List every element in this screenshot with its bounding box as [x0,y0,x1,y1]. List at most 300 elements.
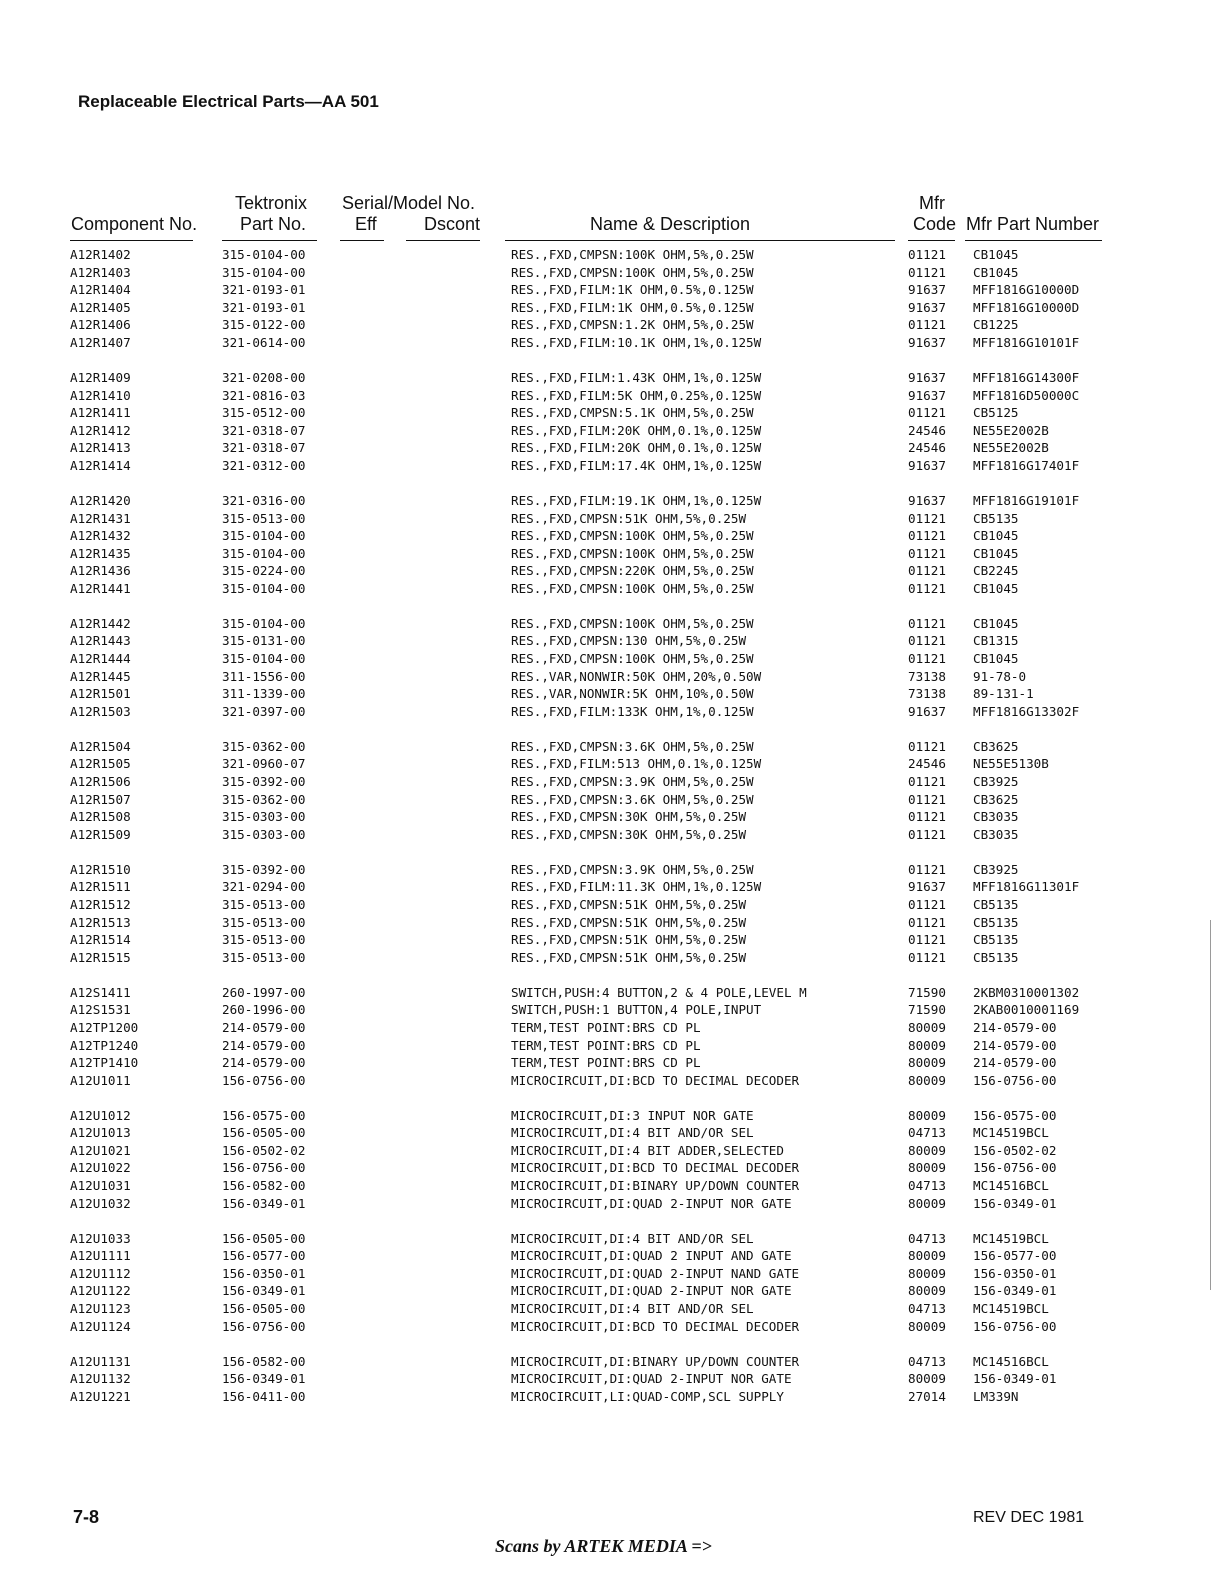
description-cell: RES.,FXD,CMPSN:51K OHM,5%,0.25W [511,896,747,912]
description-cell: RES.,FXD,FILM:1.43K OHM,1%,0.125W [511,369,762,385]
mfr-part-number-cell: MC14519BCL [973,1301,1049,1316]
mfr-part-number-cell: CB3925 [973,861,1019,877]
mfr-code-cell: 80009 [908,1265,946,1281]
table-row [0,1301,1225,1319]
mfr-code-cell: 27014 [908,1388,946,1404]
component-no-cell: A12U1013 [70,1125,131,1141]
mfr-code-cell: 01121 [908,738,946,754]
description-cell: RES.,FXD,CMPSN:100K OHM,5%,0.25W [511,528,754,544]
mfr-code-cell: 91637 [908,334,946,350]
mfr-code-cell: 71590 [908,1002,946,1018]
part-no-cell: 321-0193-01 [222,282,306,298]
mfr-code-cell: 01121 [908,914,946,930]
description-cell: RES.,FXD,CMPSN:3.6K OHM,5%,0.25W [511,738,754,754]
component-no-cell: A12R1514 [70,932,131,948]
component-no-cell: A12R1442 [70,615,131,631]
part-no-cell: 321-0397-00 [222,703,306,719]
table-row [0,317,1225,335]
mfr-code-cell: 04713 [908,1230,946,1246]
mfr-part-number-cell: 214-0579-00 [973,1019,1057,1035]
component-no-cell: A12S1531 [70,1002,131,1018]
column-headers [0,192,1225,242]
part-no-cell: 315-0104-00 [222,247,306,262]
component-no-cell: A12U1022 [70,1160,131,1176]
mfr-part-number-cell: CB1045 [973,528,1019,544]
part-no-cell: 315-0303-00 [222,826,306,842]
mfr-part-number-cell: MFF1816G10000D [973,282,1080,298]
mfr-code-cell: 91637 [908,282,946,298]
mfr-part-number-cell: CB5135 [973,510,1019,526]
mfr-code-cell: 01121 [908,826,946,842]
mfr-code-cell: 80009 [908,1371,946,1387]
mfr-part-number-cell: CB3625 [973,791,1019,807]
part-no-cell: 315-0513-00 [222,932,306,948]
table-row [0,1125,1225,1143]
table-row [0,827,1225,845]
description-cell: MICROCIRCUIT,DI:4 BIT AND/OR SEL [511,1301,754,1316]
description-cell: RES.,FXD,CMPSN:5.1K OHM,5%,0.25W [511,405,754,421]
description-cell: RES.,FXD,CMPSN:130 OHM,5%,0.25W [511,633,747,649]
part-no-cell: 156-0349-01 [222,1283,306,1299]
col-header-dscont: Dscont [424,214,481,234]
mfr-part-number-cell: MFF1816D50000C [973,387,1080,403]
table-row [0,1389,1225,1407]
part-no-cell: 321-0318-07 [222,422,306,438]
table-row [0,633,1225,651]
part-no-cell: 315-0362-00 [222,738,306,754]
part-no-cell: 156-0756-00 [222,1160,306,1176]
description-cell: RES.,FXD,CMPSN:100K OHM,5%,0.25W [511,247,754,262]
mfr-code-cell: 80009 [908,1055,946,1071]
description-cell: MICROCIRCUIT,DI:QUAD 2-INPUT NOR GATE [511,1195,792,1211]
mfr-part-number-cell: CB1045 [973,247,1019,262]
part-no-cell: 156-0575-00 [222,1107,306,1123]
mfr-part-number-cell: CB2245 [973,563,1019,579]
table-row [0,985,1225,1003]
description-cell: RES.,FXD,CMPSN:30K OHM,5%,0.25W [511,826,747,842]
part-no-cell: 315-0513-00 [222,896,306,912]
component-no-cell: A12R1414 [70,457,131,473]
col-header-eff: Eff [355,214,377,234]
mfr-part-number-cell: 91-78-0 [973,668,1027,684]
mfr-part-number-cell: MFF1816G17401F [973,457,1080,473]
mfr-code-cell: 01121 [908,774,946,789]
component-no-cell: A12R1508 [70,809,131,825]
component-no-cell: A12R1407 [70,334,131,350]
header-rule-code [908,240,955,241]
component-no-cell: A12R1431 [70,510,131,526]
col-header-mfr: Mfr [919,193,945,213]
scan-credit: Scans by ARTEK MEDIA => [495,1536,712,1556]
part-no-cell: 321-0312-00 [222,457,306,473]
component-no-cell: A12R1505 [70,756,131,772]
part-no-cell: 156-0502-02 [222,1142,306,1158]
part-group [0,616,1225,722]
mfr-code-cell: 80009 [908,1037,946,1053]
part-no-cell: 315-0131-00 [222,633,306,649]
description-cell: MICROCIRCUIT,LI:QUAD-COMP,SCL SUPPLY [511,1388,784,1404]
header-rule-part-no [222,240,317,241]
component-no-cell: A12R1501 [70,686,131,702]
part-no-cell: 315-0104-00 [222,528,306,544]
table-row [0,704,1225,722]
part-no-cell: 315-0392-00 [222,774,306,789]
component-no-cell: A12R1413 [70,440,131,456]
component-no-cell: A12TP1240 [70,1037,139,1053]
table-row [0,247,1225,265]
header-rule-component [70,240,193,241]
component-no-cell: A12U1122 [70,1283,131,1299]
part-no-cell: 156-0582-00 [222,1178,306,1194]
mfr-part-number-cell: CB1045 [973,651,1019,667]
mfr-code-cell: 04713 [908,1125,946,1141]
component-no-cell: A12R1515 [70,949,131,965]
mfr-code-cell: 24546 [908,756,946,772]
mfr-code-cell: 01121 [908,861,946,877]
mfr-part-number-cell: 156-0350-01 [973,1265,1057,1281]
part-no-cell: 315-0513-00 [222,510,306,526]
table-row [0,1354,1225,1372]
description-cell: MICROCIRCUIT,DI:QUAD 2-INPUT NAND GATE [511,1265,800,1281]
part-no-cell: 321-0208-00 [222,369,306,385]
mfr-code-cell: 01121 [908,615,946,631]
component-no-cell: A12U1124 [70,1318,131,1334]
mfr-code-cell: 01121 [908,510,946,526]
part-no-cell: 214-0579-00 [222,1037,306,1053]
table-row [0,581,1225,599]
component-no-cell: A12R1405 [70,299,131,315]
component-no-cell: A12R1504 [70,738,131,754]
table-row [0,423,1225,441]
mfr-part-number-cell: 156-0756-00 [973,1072,1057,1088]
mfr-code-cell: 01121 [908,563,946,579]
mfr-code-cell: 80009 [908,1107,946,1123]
description-cell: MICROCIRCUIT,DI:QUAD 2 INPUT AND GATE [511,1248,792,1264]
mfr-part-number-cell: 2KBM0310001302 [973,984,1080,1000]
mfr-code-cell: 24546 [908,440,946,456]
header-rule-description [505,240,895,241]
mfr-code-cell: 91637 [908,387,946,403]
table-row [0,950,1225,968]
mfr-part-number-cell: LM339N [973,1388,1019,1404]
page-number: 7-8 [73,1507,100,1527]
part-no-cell: 321-0294-00 [222,879,306,895]
table-row [0,458,1225,476]
description-cell: RES.,VAR,NONWIR:5K OHM,10%,0.50W [511,686,754,702]
part-no-cell: 156-0411-00 [222,1388,306,1404]
description-cell: RES.,VAR,NONWIR:50K OHM,20%,0.50W [511,668,762,684]
part-no-cell: 214-0579-00 [222,1055,306,1071]
part-no-cell: 156-0505-00 [222,1125,306,1141]
part-no-cell: 315-0104-00 [222,264,306,280]
mfr-code-cell: 24546 [908,422,946,438]
table-row [0,1160,1225,1178]
part-no-cell: 156-0582-00 [222,1353,306,1369]
table-row [0,1178,1225,1196]
table-row [0,493,1225,511]
component-no-cell: A12R1436 [70,563,131,579]
description-cell: RES.,FXD,FILM:11.3K OHM,1%,0.125W [511,879,762,895]
mfr-code-cell: 80009 [908,1072,946,1088]
description-cell: RES.,FXD,CMPSN:100K OHM,5%,0.25W [511,580,754,596]
table-row [0,300,1225,318]
component-no-cell: A12U1111 [70,1248,131,1264]
table-row [0,265,1225,283]
scan-edge-line [1210,920,1211,1290]
part-no-cell: 156-0505-00 [222,1301,306,1316]
col-header-code: Code [913,214,957,234]
mfr-code-cell: 01121 [908,264,946,280]
mfr-part-number-cell: CB3035 [973,826,1019,842]
table-row [0,1266,1225,1284]
part-group [0,985,1225,1091]
description-cell: MICROCIRCUIT,DI:4 BIT AND/OR SEL [511,1125,754,1141]
mfr-code-cell: 01121 [908,405,946,421]
mfr-code-cell: 01121 [908,633,946,649]
mfr-part-number-cell: CB1045 [973,545,1019,561]
mfr-part-number-cell: 214-0579-00 [973,1037,1057,1053]
table-row [0,1283,1225,1301]
description-cell: RES.,FXD,FILM:1K OHM,0.5%,0.125W [511,282,754,298]
description-cell: TERM,TEST POINT:BRS CD PL [511,1037,701,1053]
part-no-cell: 315-0303-00 [222,809,306,825]
table-row [0,370,1225,388]
part-group [0,739,1225,845]
description-cell: RES.,FXD,FILM:1K OHM,0.5%,0.125W [511,299,754,315]
description-cell: MICROCIRCUIT,DI:BCD TO DECIMAL DECODER [511,1072,800,1088]
component-no-cell: A12R1412 [70,422,131,438]
part-no-cell: 321-0193-01 [222,299,306,315]
part-no-cell: 156-0349-01 [222,1195,306,1211]
component-no-cell: A12R1411 [70,405,131,421]
mfr-part-number-cell: CB1045 [973,615,1019,631]
description-cell: MICROCIRCUIT,DI:BINARY UP/DOWN COUNTER [511,1353,800,1369]
description-cell: RES.,FXD,CMPSN:100K OHM,5%,0.25W [511,545,754,561]
part-no-cell: 156-0577-00 [222,1248,306,1264]
header-rule-eff [340,240,384,241]
part-no-cell: 156-0756-00 [222,1072,306,1088]
table-row [0,862,1225,880]
table-row [0,563,1225,581]
mfr-part-number-cell: MFF1816G11301F [973,879,1080,895]
description-cell: RES.,FXD,CMPSN:100K OHM,5%,0.25W [511,615,754,631]
mfr-part-number-cell: CB5135 [973,949,1019,965]
component-no-cell: A12R1509 [70,826,131,842]
mfr-code-cell: 04713 [908,1178,946,1194]
description-cell: RES.,FXD,FILM:513 OHM,0.1%,0.125W [511,756,762,772]
part-no-cell: 156-0756-00 [222,1318,306,1334]
table-row [0,1038,1225,1056]
component-no-cell: A12R1406 [70,317,131,333]
component-no-cell: A12U1012 [70,1107,131,1123]
col-header-component-no: Component No. [71,214,198,234]
description-cell: RES.,FXD,CMPSN:51K OHM,5%,0.25W [511,949,747,965]
component-no-cell: A12R1444 [70,651,131,667]
description-cell: MICROCIRCUIT,DI:4 BIT ADDER,SELECTED [511,1142,784,1158]
description-cell: MICROCIRCUIT,DI:4 BIT AND/OR SEL [511,1230,754,1246]
mfr-part-number-cell: 156-0575-00 [973,1107,1057,1123]
part-no-cell: 156-0349-01 [222,1371,306,1387]
mfr-code-cell: 91637 [908,492,946,508]
mfr-part-number-cell: CB5135 [973,914,1019,930]
mfr-code-cell: 73138 [908,668,946,684]
part-group [0,493,1225,599]
mfr-code-cell: 01121 [908,580,946,596]
mfr-code-cell: 01121 [908,949,946,965]
description-cell: MICROCIRCUIT,DI:BCD TO DECIMAL DECODER [511,1318,800,1334]
description-cell: MICROCIRCUIT,DI:QUAD 2-INPUT NOR GATE [511,1371,792,1387]
table-row [0,335,1225,353]
description-cell: RES.,FXD,FILM:20K OHM,0.1%,0.125W [511,422,762,438]
mfr-part-number-cell: CB1315 [973,633,1019,649]
mfr-part-number-cell: NE55E5130B [973,756,1049,772]
description-cell: RES.,FXD,CMPSN:1.2K OHM,5%,0.25W [511,317,754,333]
mfr-part-number-cell: MFF1816G19101F [973,492,1080,508]
component-no-cell: A12R1443 [70,633,131,649]
part-no-cell: 315-0362-00 [222,791,306,807]
part-no-cell: 156-0505-00 [222,1230,306,1246]
mfr-part-number-cell: MC14516BCL [973,1353,1049,1369]
part-no-cell: 315-0392-00 [222,861,306,877]
mfr-part-number-cell: CB5135 [973,932,1019,948]
mfr-code-cell: 80009 [908,1283,946,1299]
component-no-cell: A12R1511 [70,879,131,895]
mfr-part-number-cell: CB1225 [973,317,1019,333]
description-cell: MICROCIRCUIT,DI:BINARY UP/DOWN COUNTER [511,1178,800,1194]
mfr-part-number-cell: MC14519BCL [973,1230,1049,1246]
description-cell: SWITCH,PUSH:1 BUTTON,4 POLE,INPUT [511,1002,762,1018]
description-cell: RES.,FXD,FILM:10.1K OHM,1%,0.125W [511,334,762,350]
mfr-part-number-cell: MFF1816G10101F [973,334,1080,350]
table-row [0,405,1225,423]
component-no-cell: A12R1507 [70,791,131,807]
table-row [0,1143,1225,1161]
table-row [0,651,1225,669]
part-no-cell: 315-0513-00 [222,949,306,965]
part-group [0,862,1225,968]
mfr-part-number-cell: CB1045 [973,580,1019,596]
description-cell: RES.,FXD,FILM:5K OHM,0.25%,0.125W [511,387,762,403]
mfr-code-cell: 01121 [908,791,946,807]
description-cell: RES.,FXD,CMPSN:51K OHM,5%,0.25W [511,914,747,930]
part-group [0,1354,1225,1407]
component-no-cell: A12R1435 [70,545,131,561]
part-no-cell: 315-0104-00 [222,651,306,667]
description-cell: TERM,TEST POINT:BRS CD PL [511,1019,701,1035]
mfr-part-number-cell: 89-131-1 [973,686,1034,702]
mfr-part-number-cell: MFF1816G14300F [973,369,1080,385]
component-no-cell: A12U1123 [70,1301,131,1316]
mfr-part-number-cell: 156-0349-01 [973,1195,1057,1211]
mfr-code-cell: 01121 [908,317,946,333]
part-no-cell: 321-0316-00 [222,492,306,508]
col-header-name-description: Name & Description [590,214,751,234]
table-row [0,1196,1225,1214]
description-cell: RES.,FXD,CMPSN:3.9K OHM,5%,0.25W [511,861,754,877]
table-row [0,388,1225,406]
description-cell: RES.,FXD,CMPSN:100K OHM,5%,0.25W [511,651,754,667]
component-no-cell: A12R1404 [70,282,131,298]
table-row [0,1055,1225,1073]
mfr-code-cell: 80009 [908,1019,946,1035]
description-cell: RES.,FXD,FILM:133K OHM,1%,0.125W [511,703,754,719]
table-row [0,1020,1225,1038]
mfr-part-number-cell: 156-0577-00 [973,1248,1057,1264]
page-title: Replaceable Electrical Parts—AA 501 [78,92,379,111]
component-no-cell: A12S1411 [70,984,131,1000]
mfr-code-cell: 01121 [908,247,946,262]
part-no-cell: 315-0513-00 [222,914,306,930]
component-no-cell: A12U1021 [70,1142,131,1158]
part-no-cell: 315-0104-00 [222,580,306,596]
parts-list [0,247,1225,1424]
mfr-part-number-cell: CB3625 [973,738,1019,754]
col-header-tektronix: Tektronix [235,193,308,213]
col-header-part-no: Part No. [240,214,307,234]
component-no-cell: A12R1510 [70,861,131,877]
mfr-part-number-cell: 214-0579-00 [973,1055,1057,1071]
part-no-cell: 214-0579-00 [222,1019,306,1035]
part-no-cell: 315-0512-00 [222,405,306,421]
mfr-part-number-cell: 156-0756-00 [973,1160,1057,1176]
component-no-cell: A12U1031 [70,1178,131,1194]
component-no-cell: A12R1445 [70,668,131,684]
component-no-cell: A12TP1200 [70,1019,139,1035]
mfr-code-cell: 01121 [908,896,946,912]
table-row [0,1371,1225,1389]
mfr-code-cell: 04713 [908,1301,946,1316]
description-cell: RES.,FXD,FILM:19.1K OHM,1%,0.125W [511,492,762,508]
table-row [0,1248,1225,1266]
description-cell: RES.,FXD,FILM:20K OHM,0.1%,0.125W [511,440,762,456]
component-no-cell: A12U1033 [70,1230,131,1246]
mfr-part-number-cell: CB5135 [973,896,1019,912]
mfr-code-cell: 80009 [908,1142,946,1158]
part-no-cell: 315-0104-00 [222,545,306,561]
mfr-part-number-cell: 156-0502-02 [973,1142,1057,1158]
description-cell: MICROCIRCUIT,DI:BCD TO DECIMAL DECODER [511,1160,800,1176]
table-row [0,546,1225,564]
part-group [0,1231,1225,1337]
part-no-cell: 156-0350-01 [222,1265,306,1281]
description-cell: RES.,FXD,FILM:17.4K OHM,1%,0.125W [511,457,762,473]
description-cell: RES.,FXD,CMPSN:51K OHM,5%,0.25W [511,932,747,948]
component-no-cell: A12R1441 [70,580,131,596]
part-no-cell: 321-0318-07 [222,440,306,456]
table-row [0,879,1225,897]
mfr-code-cell: 01121 [908,528,946,544]
component-no-cell: A12R1402 [70,247,131,262]
component-no-cell: A12U1112 [70,1265,131,1281]
table-row [0,1002,1225,1020]
mfr-part-number-cell: NE55E2002B [973,422,1049,438]
table-row [0,932,1225,950]
col-header-mfr-part-number: Mfr Part Number [966,214,1100,234]
part-no-cell: 311-1556-00 [222,668,306,684]
mfr-part-number-cell: 156-0349-01 [973,1283,1057,1299]
mfr-code-cell: 04713 [908,1353,946,1369]
mfr-code-cell: 91637 [908,879,946,895]
table-row [0,616,1225,634]
mfr-part-number-cell: 2KAB0010001169 [973,1002,1080,1018]
mfr-part-number-cell: NE55E2002B [973,440,1049,456]
mfr-part-number-cell: CB1045 [973,264,1019,280]
part-no-cell: 321-0816-03 [222,387,306,403]
table-row [0,1231,1225,1249]
part-group [0,1108,1225,1214]
mfr-part-number-cell: 156-0349-01 [973,1371,1057,1387]
mfr-part-number-cell: CB5125 [973,405,1019,421]
